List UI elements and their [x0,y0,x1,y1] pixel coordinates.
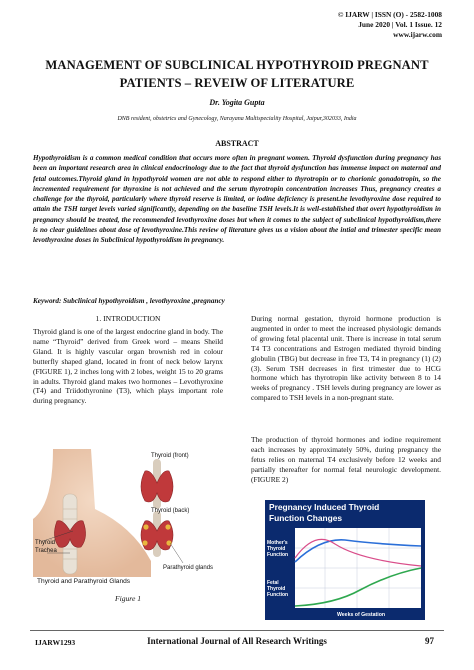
chart-xlabel: Weeks of Gestation [337,612,386,618]
footer-journal-name: International Journal of All Research Writings [147,636,327,646]
label-fetal-1: Fetal [267,580,279,586]
thyroid-front-view [141,463,173,505]
label-mother-3: Function [267,552,289,558]
label-mother-1: Mother's [267,540,288,546]
label-thyroid-front: Thyroid (front) [151,453,189,459]
label-thyroid: Thyroid [35,540,56,546]
label-trachea: Trachea [35,548,57,554]
author-name: Dr. Yogita Gupta [209,98,265,107]
keywords: Keyword: Subclinical hypothyroidism , levothyroxine ,pregnancy [33,297,225,305]
introduction-heading: 1. INTRODUCTION [95,314,161,323]
figure1-inner-caption: Thyroid and Parathyroid Glands [37,578,131,585]
abstract-body: Hypothyroidism is a common medical condition that occurs more often in pregnant women. Thyroid dysfunction during pregnancy has been an important research area in clinical endocrinology due to the fact that thyroid dysfunction has immense impact on maternal and fetal outcomes.Thyroid gland in hypothyroid women are not able to respond either to thyrotropin or to chorionic gonadotropin, so the incremented requirement for thyroxine is not achieved and the serum thyrotropin concentration increases Thus, pregnancy creates a challenge for the thyroid, particularly where thyroid reserve is limited, or iodine deficiency is present.he levothyroxine dose required to attain the TSH target levels varied significantly, depending on the baseline TSH levels.It is well-established that overt hypothyroidism in pregnancy should be treated, the recommended levothyroxine doses but when it comes to the subject of subclinical hypothyroidism,there is no clear guidelines about dose of levothyroxine.This review of literature gives us a vision about the intial and trimester specific mean levothyroxine doses in Subclinical hypothyroidism in pregnancy. [33,154,441,245]
gestation-paragraph: During normal gestation, thyroid hormone production is augmented in order to meet the increased physiologic demands of growing fetal placental unit. There is increase in total serum T4 T3 concentrations and Estrogen mediated thyroid binding globulin (TBG) but decrease in free T3, T4 in pregnancy (1) (2) (3). Serum TSH decreases in first trimester due to HCG hormone which has thyrotropin like activity between 8 to 14 weeks of pregnancy . TSH levels during pregnancy are lower as compared to TSH levels in a non-pregnant state. [251,314,441,403]
footer-page-number: 97 [425,636,434,646]
label-mother-2: Thyroid [267,546,286,552]
figure1-caption: Figure 1 [114,594,142,603]
footer-divider [30,630,444,631]
paper-title: MANAGEMENT OF SUBCLINICAL HYPOTHYROID PREGNANT PATIENTS – REVEIW OF LITERATURE [45,58,429,90]
chart-title-line1: Pregnancy Induced Thyroid [269,502,380,512]
thyroid-back-view [141,515,173,553]
neck-silhouette [33,449,151,577]
journal-issue: June 2020 | Vol. 1 Issue. 12 [358,20,442,29]
journal-issn: © IJARW | ISSN (O) - 2582-1008 [337,10,442,19]
label-parathyroid: Parathyroid glands [163,565,214,571]
thyroid-illustration [33,449,223,589]
journal-website: www.ijarw.com [393,30,442,39]
journal-header [338,10,442,40]
label-fetal-3: Function [267,592,289,598]
introduction-paragraph: Thyroid gland is one of the largest endocrine gland in body. The name “Thyroid” derived from Greek word – means Sheild Gland. It is highly vascular organ brownish red in colour butterfly shaped gland, located in front of neck below larynx (FIGURE 1), 2 inches long with 2 lobes, weight 15 to 20 grams in adults. Thyroid gland makes two hormones – Levothyroxine (T4) and Triidothyronine (T3), which plays important role during pregnancy. [33,327,223,406]
label-thyroid-back: Thyroid (back) [151,508,190,514]
footer-paper-id: IJARW1293 [35,638,76,647]
thyroid-function-chart [265,500,425,620]
hormone-production-paragraph: The production of thyroid hormones and iodine requirement each increases by approximately 50%, during pregnancy the fetus relies on maternal T4 exclusively before 12 weeks and partially thereafter for normal fetal neurologic development. (FIGURE 2) [251,435,441,484]
author-affiliation: DNB resident, obstetrics and Gynecology, Narayana Multispeciality Hospital, Jaipur,302033, India [117,116,357,122]
chart-title-line2: Function Changes [269,513,343,523]
label-fetal-2: Thyroid [267,586,286,592]
abstract-heading: ABSTRACT [215,139,259,148]
